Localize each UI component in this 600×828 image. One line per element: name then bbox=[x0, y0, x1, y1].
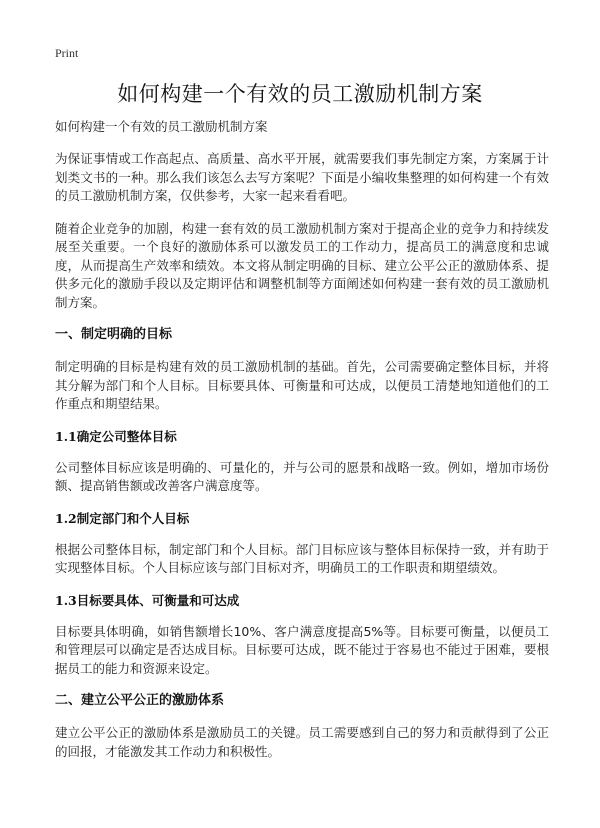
print-link[interactable]: Print bbox=[55, 46, 79, 60]
document-subtitle: 如何构建一个有效的员工激励机制方案 bbox=[55, 119, 268, 134]
subsection-1-1-paragraph: 公司整体目标应该是明确的、可量化的，并与公司的愿景和战略一致。例如，增加市场份额、提高销售额或改善客户满意度等。 bbox=[55, 459, 549, 493]
subsection-heading-1-2: 1.2制定部门和个人目标 bbox=[55, 510, 190, 526]
subsection-1-2-paragraph: 根据公司整体目标，制定部门和个人目标。部门目标应该与整体目标保持一致，并有助于实现整体目标。个人目标应该与部门目标对齐，明确员工的工作职责和期望绩效。 bbox=[55, 541, 549, 575]
section-2-paragraph: 建立公平公正的激励体系是激励员工的关键。员工需要感到自己的努力和贡献得到了公正的回报，才能激发其工作动力和积极性。 bbox=[55, 725, 549, 759]
document-body bbox=[55, 118, 549, 775]
subsection-1-3-paragraph: 目标要具体明确，如销售额增长10%、客户满意度提高5%等。目标要可衡量，以便员工和管理层可以确定是否达成目标。目标要可达成，既不能过于容易也不能过于困难，要根据员工的能力和资源来设定。 bbox=[55, 623, 549, 676]
section-heading-1: 一、制定明确的目标 bbox=[55, 327, 173, 342]
subsection-heading-1-1: 1.1确定公司整体目标 bbox=[55, 428, 177, 444]
intro-paragraph-2: 随着企业竞争的加剧，构建一套有效的员工激励机制方案对于提高企业的竞争力和持续发展至关重要。一个良好的激励体系可以激发员工的工作动力，提高员工的满意度和忠诚度，从而提高生产效率和绩效。本文将从制定明确的目标、建立公平公正的激励体系、提供多元化的激励手段以及定期评估和调整机制等方面阐述如何构建一套有效的员工激励机制方案。 bbox=[55, 220, 549, 310]
document-title: 如何构建一个有效的员工激励机制方案 bbox=[117, 82, 483, 106]
subsection-heading-1-3: 1.3目标要具体、可衡量和可达成 bbox=[55, 592, 240, 608]
intro-paragraph-1: 为保证事情或工作高起点、高质量、高水平开展，就需要我们事先制定方案，方案属于计划类文书的一种。那么我们该怎么去写方案呢？下面是小编收集整理的如何构建一个有效的员工激励机制方案，仅供参考，大家一起来看看吧。 bbox=[55, 151, 549, 203]
section-1-paragraph: 制定明确的目标是构建有效的员工激励机制的基础。首先，公司需要确定整体目标，并将其分解为部门和个人目标。目标要具体、可衡量和可达成，以便员工清楚地知道他们的工作重点和期望结果。 bbox=[55, 359, 549, 411]
section-heading-2: 二、建立公平公正的激励体系 bbox=[55, 693, 225, 708]
